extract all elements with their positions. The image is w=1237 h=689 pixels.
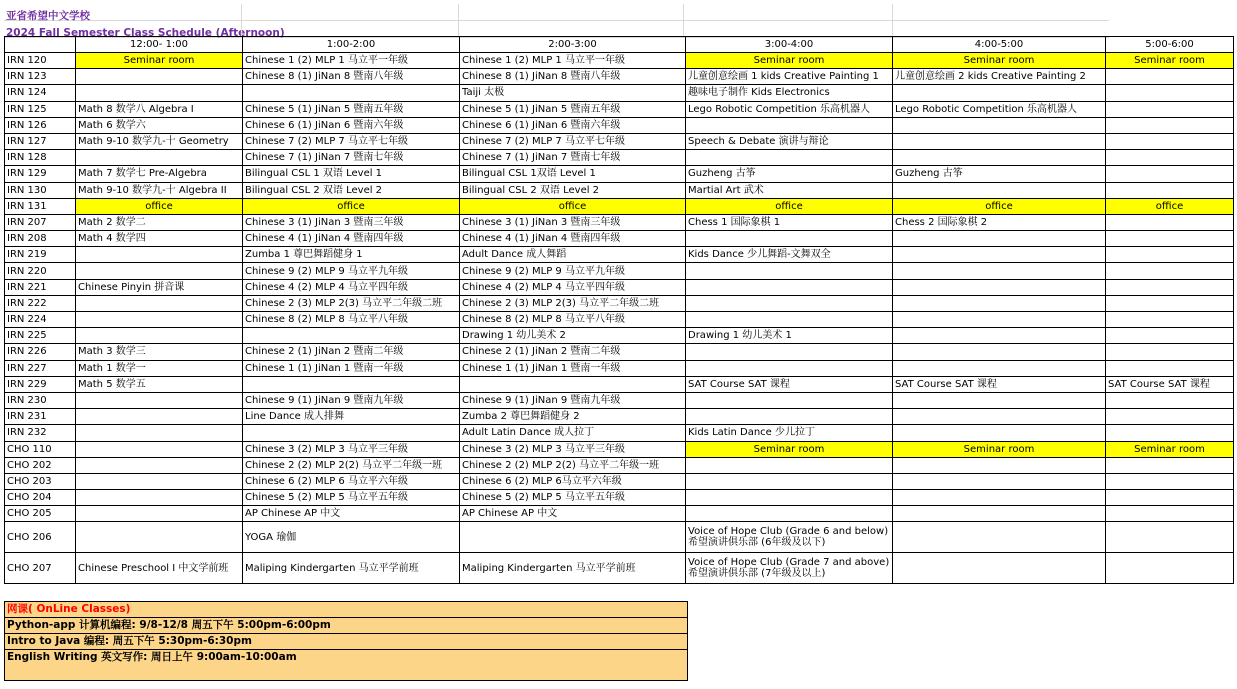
schedule-row (5, 553, 1234, 584)
class-cell: Voice of Hope Club (Grade 7 and above) 希望演讲俱乐部 (7年级及以上) (686, 553, 893, 584)
room-cell: IRN 124 (5, 85, 76, 101)
class-cell: SAT Course SAT 课程 (686, 376, 893, 392)
class-cell: Martial Art 武术 (686, 182, 893, 198)
class-cell (1106, 214, 1234, 230)
class-cell: Chinese 3 (1) JiNan 3 暨南三年级 (460, 214, 686, 230)
room-note-cell: Seminar room (76, 53, 243, 69)
schedule-row (5, 53, 1234, 69)
room-cell: IRN 226 (5, 344, 76, 360)
semester-title: 2024 Fall Semester Class Schedule (Afternoon) (6, 27, 285, 39)
schedule-row (5, 490, 1234, 506)
class-cell: Chinese 2 (3) MLP 2(3) 马立平二年级二班 (460, 295, 686, 311)
class-cell (76, 425, 243, 441)
room-cell: CHO 203 (5, 473, 76, 489)
class-cell: Chinese 3 (1) JiNan 3 暨南三年级 (243, 214, 460, 230)
class-cell (893, 553, 1106, 584)
schedule-row (5, 247, 1234, 263)
room-cell: IRN 220 (5, 263, 76, 279)
class-cell: Chinese 8 (1) JiNan 8 暨南八年级 (460, 69, 686, 85)
class-cell: Chinese 2 (1) JiNan 2 暨南二年级 (460, 344, 686, 360)
class-cell (1106, 312, 1234, 328)
class-cell: Chinese 8 (2) MLP 8 马立平八年级 (243, 312, 460, 328)
schedule-row (5, 182, 1234, 198)
class-cell: Guzheng 古筝 (893, 166, 1106, 182)
class-cell: Drawing 1 幼儿美术 1 (686, 328, 893, 344)
class-cell: Bilingual CSL 1 双语 Level 1 (243, 166, 460, 182)
class-cell (1106, 473, 1234, 489)
schedule-table (4, 36, 1234, 584)
class-cell (893, 344, 1106, 360)
class-cell (686, 490, 893, 506)
class-cell: Chinese 4 (1) JiNan 4 暨南四年级 (243, 231, 460, 247)
room-cell: IRN 232 (5, 425, 76, 441)
room-note-cell: Seminar room (1106, 441, 1234, 457)
class-cell (893, 425, 1106, 441)
room-cell: CHO 202 (5, 457, 76, 473)
schedule-row (5, 214, 1234, 230)
schedule-row (5, 506, 1234, 522)
schedule-titles (4, 4, 1109, 38)
header-room (5, 37, 76, 53)
room-cell: IRN 129 (5, 166, 76, 182)
class-cell (893, 392, 1106, 408)
class-cell: Chinese 7 (2) MLP 7 马立平七年级 (460, 133, 686, 149)
class-cell (76, 490, 243, 506)
class-cell: Chinese 3 (2) MLP 3 马立平三年级 (460, 441, 686, 457)
class-cell (1106, 409, 1234, 425)
class-cell: AP Chinese AP 中文 (243, 506, 460, 522)
class-cell: Adult Latin Dance 成人拉丁 (460, 425, 686, 441)
online-class-python: Python-app 计算机编程: 9/8-12/8 周五下午 5:00pm-6:00pm (5, 618, 687, 634)
room-cell: IRN 208 (5, 231, 76, 247)
room-cell: CHO 206 (5, 522, 76, 553)
class-cell (893, 85, 1106, 101)
class-cell (76, 247, 243, 263)
class-cell (893, 182, 1106, 198)
class-cell: Math 8 数学八 Algebra I (76, 101, 243, 117)
schedule-header (5, 37, 1234, 53)
class-cell: Math 3 数学三 (76, 344, 243, 360)
class-cell: Kids Dance 少儿舞蹈-文舞双全 (686, 247, 893, 263)
room-note-cell: Seminar room (1106, 53, 1234, 69)
class-cell: Chinese 6 (2) MLP 6 马立平六年级 (243, 473, 460, 489)
class-cell: Math 1 数学一 (76, 360, 243, 376)
header-row (5, 37, 1234, 53)
class-cell (893, 312, 1106, 328)
schedule-row (5, 85, 1234, 101)
class-cell (686, 150, 893, 166)
room-cell: IRN 130 (5, 182, 76, 198)
room-cell: IRN 227 (5, 360, 76, 376)
schedule-row (5, 150, 1234, 166)
class-cell (893, 328, 1106, 344)
room-note-cell: Seminar room (686, 53, 893, 69)
class-cell (460, 376, 686, 392)
class-cell (76, 522, 243, 553)
schedule-row (5, 425, 1234, 441)
schedule-row (5, 295, 1234, 311)
class-cell: Math 7 数学七 Pre-Algebra (76, 166, 243, 182)
schedule-row (5, 522, 1234, 553)
class-cell (460, 522, 686, 553)
class-cell: Chinese 4 (1) JiNan 4 暨南四年级 (460, 231, 686, 247)
class-cell: Chinese 9 (2) MLP 9 马立平九年级 (460, 263, 686, 279)
class-cell (243, 425, 460, 441)
class-cell (893, 117, 1106, 133)
schedule-row (5, 263, 1234, 279)
school-title: 亚省希望中文学校 (6, 10, 90, 22)
class-cell (686, 457, 893, 473)
class-cell (686, 263, 893, 279)
class-cell (686, 392, 893, 408)
class-cell: 儿童创意绘画 2 kids Creative Painting 2 (893, 69, 1106, 85)
class-cell: Zumba 2 尊巴舞蹈健身 2 (460, 409, 686, 425)
class-cell: Line Dance 成人排舞 (243, 409, 460, 425)
class-cell: Chinese 8 (1) JiNan 8 暨南八年级 (243, 69, 460, 85)
schedule-row (5, 457, 1234, 473)
class-cell: Chinese 1 (2) MLP 1 马立平一年级 (243, 53, 460, 69)
class-cell: Chinese 9 (1) JiNan 9 暨南九年级 (243, 392, 460, 408)
room-note-cell: Seminar room (893, 53, 1106, 69)
class-cell (686, 506, 893, 522)
class-cell (893, 457, 1106, 473)
class-cell (1106, 117, 1234, 133)
online-classes-title: 网课( OnLine Classes) (5, 602, 687, 618)
class-cell (76, 69, 243, 85)
school-title-line (4, 4, 1109, 21)
class-cell (893, 231, 1106, 247)
class-cell (76, 457, 243, 473)
room-cell: IRN 225 (5, 328, 76, 344)
class-cell: Chinese 6 (2) MLP 6马立平六年级 (460, 473, 686, 489)
schedule-row (5, 69, 1234, 85)
class-cell (1106, 328, 1234, 344)
room-cell: IRN 127 (5, 133, 76, 149)
class-cell (686, 231, 893, 247)
schedule-row (5, 473, 1234, 489)
room-cell: IRN 120 (5, 53, 76, 69)
class-cell (1106, 101, 1234, 117)
room-note-cell: office (686, 198, 893, 214)
room-cell: CHO 207 (5, 553, 76, 584)
room-note-cell: office (243, 198, 460, 214)
class-cell (1106, 522, 1234, 553)
class-cell (893, 133, 1106, 149)
online-classes-box (4, 601, 688, 681)
class-cell: Chinese 5 (1) JiNan 5 暨南五年级 (460, 101, 686, 117)
schedule-row (5, 198, 1234, 214)
class-cell: Speech & Debate 演讲与辩论 (686, 133, 893, 149)
class-cell: Math 9-10 数学九-十 Algebra II (76, 182, 243, 198)
class-cell: Chess 2 国际象棋 2 (893, 214, 1106, 230)
class-cell (686, 312, 893, 328)
class-cell (243, 85, 460, 101)
schedule-row (5, 166, 1234, 182)
class-cell: Maliping Kindergarten 马立平学前班 (460, 553, 686, 584)
class-cell (76, 506, 243, 522)
class-cell (76, 312, 243, 328)
class-cell: Chinese 7 (2) MLP 7 马立平七年级 (243, 133, 460, 149)
class-cell (686, 279, 893, 295)
room-cell: IRN 230 (5, 392, 76, 408)
class-cell (76, 473, 243, 489)
class-cell: Bilingual CSL 2 双语 Level 2 (243, 182, 460, 198)
schedule-row (5, 312, 1234, 328)
room-cell: IRN 229 (5, 376, 76, 392)
class-cell (686, 117, 893, 133)
class-cell (1106, 553, 1234, 584)
class-cell: Drawing 1 幼儿美术 2 (460, 328, 686, 344)
class-cell (1106, 490, 1234, 506)
room-note-cell: office (893, 198, 1106, 214)
schedule-row (5, 133, 1234, 149)
class-cell (1106, 150, 1234, 166)
room-cell: IRN 123 (5, 69, 76, 85)
schedule-row (5, 392, 1234, 408)
class-cell (76, 295, 243, 311)
class-cell (1106, 231, 1234, 247)
class-cell (893, 295, 1106, 311)
class-cell (76, 150, 243, 166)
schedule-row (5, 279, 1234, 295)
class-cell (1106, 392, 1234, 408)
schedule-row (5, 409, 1234, 425)
room-note-cell: Seminar room (893, 441, 1106, 457)
class-cell: Chinese 8 (2) MLP 8 马立平八年级 (460, 312, 686, 328)
room-cell: IRN 222 (5, 295, 76, 311)
header-time-slot: 5:00-6:00 (1106, 37, 1234, 53)
header-time-slot: 1:00-2:00 (243, 37, 460, 53)
class-cell (893, 490, 1106, 506)
room-cell: IRN 221 (5, 279, 76, 295)
class-cell: Chinese 1 (1) JiNan 1 暨南一年级 (460, 360, 686, 376)
header-time-slot: 4:00-5:00 (893, 37, 1106, 53)
room-cell: IRN 128 (5, 150, 76, 166)
room-cell: IRN 219 (5, 247, 76, 263)
class-cell: Chinese 9 (2) MLP 9 马立平九年级 (243, 263, 460, 279)
class-cell: Chinese 1 (1) JiNan 1 暨南一年级 (243, 360, 460, 376)
class-cell: Taiji 太极 (460, 85, 686, 101)
header-time-slot: 2:00-3:00 (460, 37, 686, 53)
room-note-cell: office (76, 198, 243, 214)
class-cell: Chinese 4 (2) MLP 4 马立平四年级 (243, 279, 460, 295)
class-cell (1106, 69, 1234, 85)
class-cell: SAT Course SAT 课程 (893, 376, 1106, 392)
schedule-row (5, 117, 1234, 133)
class-cell: Chinese Preschool I 中文学前班 (76, 553, 243, 584)
header-time-slot: 12:00- 1:00 (76, 37, 243, 53)
room-note-cell: office (1106, 198, 1234, 214)
class-cell: Chinese 5 (2) MLP 5 马立平五年级 (243, 490, 460, 506)
class-cell: Chinese Pinyin 拼音课 (76, 279, 243, 295)
room-cell: CHO 110 (5, 441, 76, 457)
class-cell: Guzheng 古筝 (686, 166, 893, 182)
header-time-slot: 3:00-4:00 (686, 37, 893, 53)
class-cell (1106, 247, 1234, 263)
class-cell: Chinese 7 (1) JiNan 7 暨南七年级 (243, 150, 460, 166)
class-cell (893, 522, 1106, 553)
class-cell: Chinese 7 (1) JiNan 7 暨南七年级 (460, 150, 686, 166)
online-class-java: Intro to Java 编程: 周五下午 5:30pm-6:30pm (5, 634, 687, 650)
class-cell: Chinese 2 (2) MLP 2(2) 马立平二年级一班 (460, 457, 686, 473)
room-cell: IRN 231 (5, 409, 76, 425)
class-cell: Chinese 5 (1) JiNan 5 暨南五年级 (243, 101, 460, 117)
room-cell: IRN 207 (5, 214, 76, 230)
class-cell: Chinese 5 (2) MLP 5 马立平五年级 (460, 490, 686, 506)
room-cell: IRN 125 (5, 101, 76, 117)
room-cell: IRN 126 (5, 117, 76, 133)
class-cell (243, 376, 460, 392)
class-cell: Math 4 数学四 (76, 231, 243, 247)
class-cell: Chinese 2 (1) JiNan 2 暨南二年级 (243, 344, 460, 360)
class-cell: Math 2 数学二 (76, 214, 243, 230)
class-cell (243, 328, 460, 344)
class-cell (893, 360, 1106, 376)
class-cell: Adult Dance 成人舞蹈 (460, 247, 686, 263)
class-cell: Chinese 2 (2) MLP 2(2) 马立平二年级一班 (243, 457, 460, 473)
room-cell: IRN 131 (5, 198, 76, 214)
class-cell (1106, 360, 1234, 376)
class-cell: Lego Robotic Competition 乐高机器人 (686, 101, 893, 117)
class-cell (76, 85, 243, 101)
class-cell: 趣味电子制作 Kids Electronics (686, 85, 893, 101)
class-cell (76, 409, 243, 425)
room-note-cell: Seminar room (686, 441, 893, 457)
class-cell (893, 247, 1106, 263)
class-cell: Lego Robotic Competition 乐高机器人 (893, 101, 1106, 117)
class-cell (76, 441, 243, 457)
class-cell (1106, 263, 1234, 279)
class-cell: Chinese 6 (1) JiNan 6 暨南六年级 (243, 117, 460, 133)
class-cell (686, 360, 893, 376)
schedule-body (5, 53, 1234, 584)
class-cell (76, 263, 243, 279)
class-cell: Chinese 2 (3) MLP 2(3) 马立平二年级二班 (243, 295, 460, 311)
class-cell: Bilingual CSL 1双语 Level 1 (460, 166, 686, 182)
schedule-row (5, 328, 1234, 344)
class-cell: Maliping Kindergarten 马立平学前班 (243, 553, 460, 584)
class-cell: Voice of Hope Club (Grade 6 and below) 希望演讲俱乐部 (6年级及以下) (686, 522, 893, 553)
schedule-row (5, 231, 1234, 247)
class-cell (686, 295, 893, 311)
class-cell: Chinese 4 (2) MLP 4 马立平四年级 (460, 279, 686, 295)
class-cell: Zumba 1 尊巴舞蹈健身 1 (243, 247, 460, 263)
class-cell: Chinese 3 (2) MLP 3 马立平三年级 (243, 441, 460, 457)
room-note-cell: office (460, 198, 686, 214)
class-cell (1106, 182, 1234, 198)
class-cell: Chinese 9 (1) JiNan 9 暨南九年级 (460, 392, 686, 408)
room-cell: IRN 224 (5, 312, 76, 328)
schedule-row (5, 344, 1234, 360)
class-cell: Kids Latin Dance 少儿拉丁 (686, 425, 893, 441)
class-cell (893, 506, 1106, 522)
class-cell: AP Chinese AP 中文 (460, 506, 686, 522)
class-cell: Bilingual CSL 2 双语 Level 2 (460, 182, 686, 198)
class-cell: Math 5 数学五 (76, 376, 243, 392)
class-cell (1106, 344, 1234, 360)
class-cell (686, 409, 893, 425)
class-cell: Chinese 6 (1) JiNan 6 暨南六年级 (460, 117, 686, 133)
class-cell (893, 409, 1106, 425)
class-cell (1106, 279, 1234, 295)
class-cell (893, 279, 1106, 295)
class-cell: Math 6 数学六 (76, 117, 243, 133)
class-cell (1106, 133, 1234, 149)
class-cell (893, 150, 1106, 166)
room-cell: CHO 205 (5, 506, 76, 522)
schedule-row (5, 360, 1234, 376)
class-cell (1106, 295, 1234, 311)
class-cell (686, 344, 893, 360)
online-class-writing: English Writing 英文写作: 周日上午 9:00am-10:00am (7, 651, 297, 663)
class-cell (893, 263, 1106, 279)
schedule-row (5, 376, 1234, 392)
class-cell: Chess 1 国际象棋 1 (686, 214, 893, 230)
class-cell: Math 9-10 数学九-十 Geometry (76, 133, 243, 149)
class-cell (1106, 425, 1234, 441)
class-cell (1106, 166, 1234, 182)
class-cell (76, 328, 243, 344)
class-cell: SAT Course SAT 课程 (1106, 376, 1234, 392)
class-cell (1106, 457, 1234, 473)
class-cell (893, 473, 1106, 489)
room-cell: CHO 204 (5, 490, 76, 506)
class-cell (1106, 85, 1234, 101)
class-cell (76, 392, 243, 408)
class-cell: YOGA 瑜伽 (243, 522, 460, 553)
schedule-row (5, 101, 1234, 117)
schedule-row (5, 441, 1234, 457)
class-cell (686, 473, 893, 489)
class-cell (1106, 506, 1234, 522)
class-cell: 儿童创意绘画 1 kids Creative Painting 1 (686, 69, 893, 85)
class-cell: Chinese 1 (2) MLP 1 马立平一年级 (460, 53, 686, 69)
